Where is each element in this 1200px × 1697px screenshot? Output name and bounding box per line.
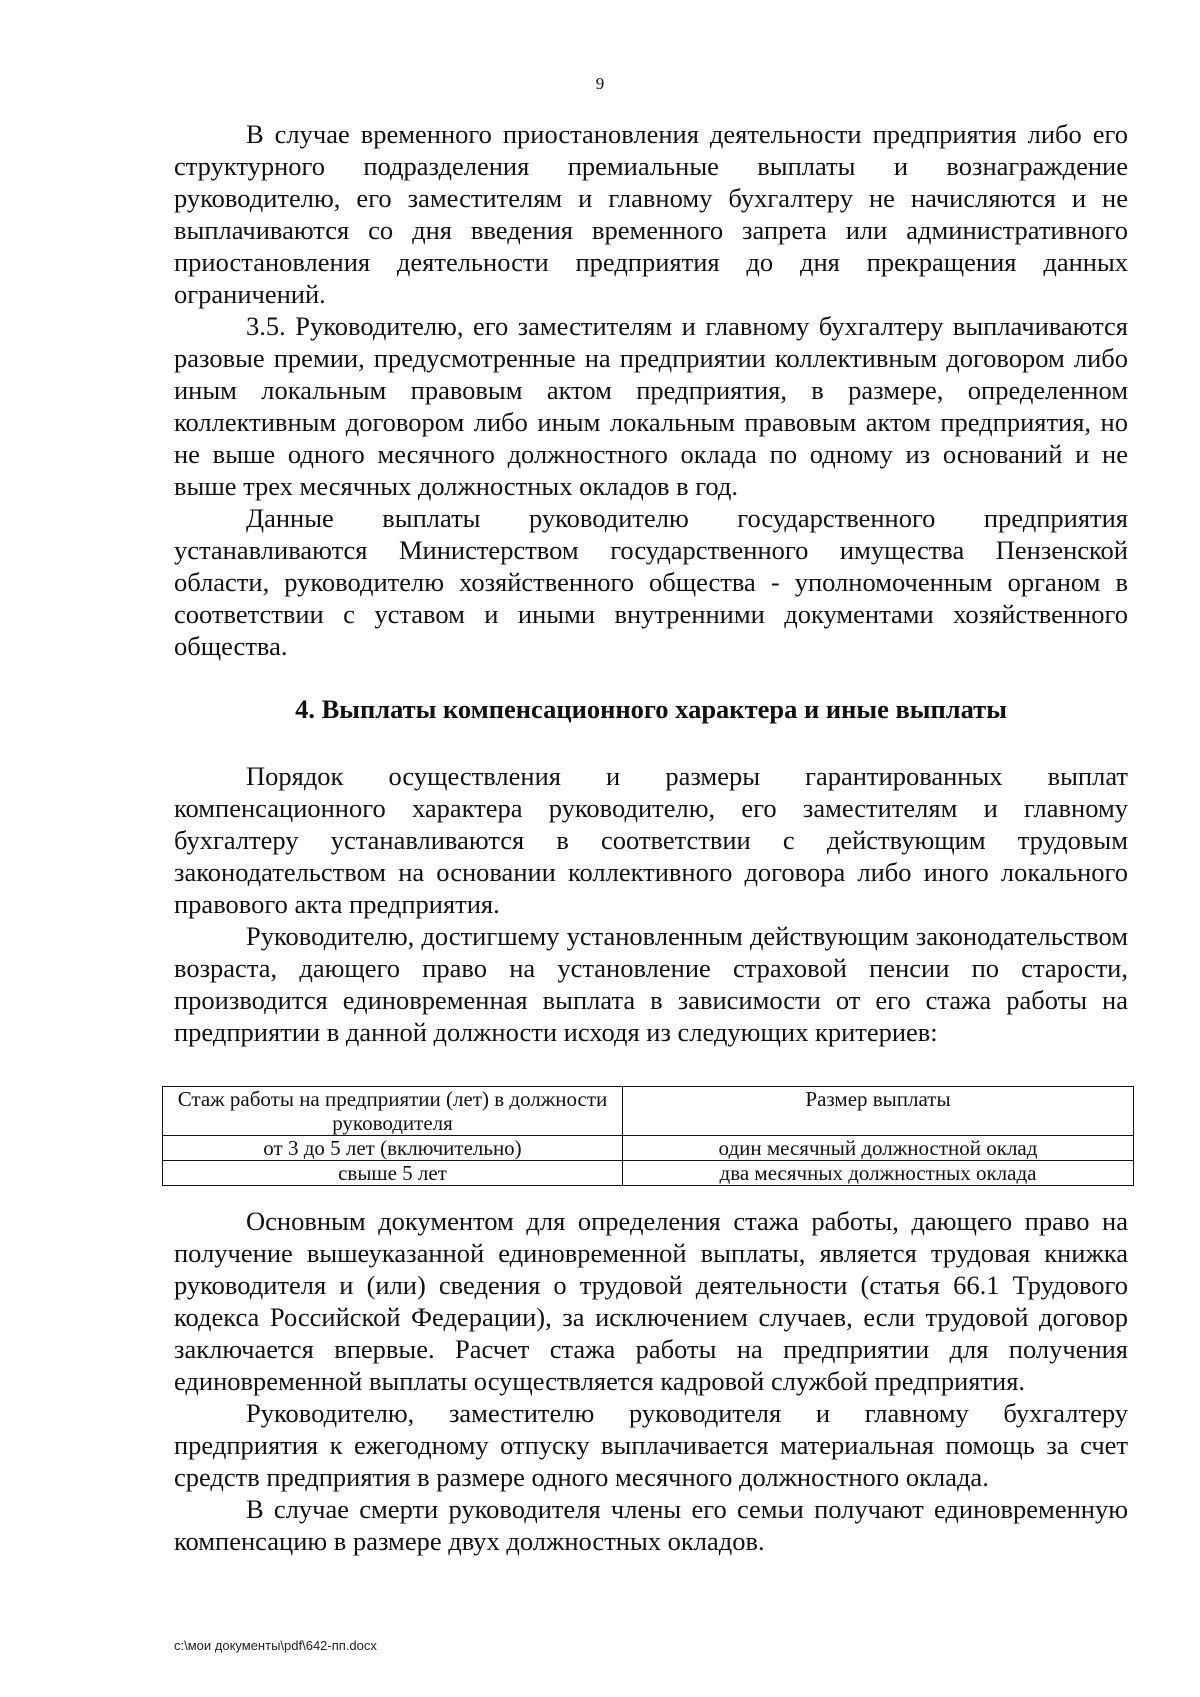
document-body-bottom bbox=[174, 1205, 1128, 1557]
table-header-amount: Размер выплаты bbox=[623, 1087, 1134, 1136]
table-header-tenure: Стаж работы на предприятии (лет) в должности руководителя bbox=[163, 1087, 623, 1136]
section-heading-4: 4. Выплаты компенсационного характера и иные выплаты bbox=[295, 694, 1007, 724]
table-row bbox=[163, 1161, 1134, 1186]
paragraph-pension-age-payment: Руководителю, достигшему установленным действующим законодательством возраста, дающего право на установление страховой пенсии по старости, производится единовременная выплата в зависимости от его стажа работы на предприятии в данной должности исходя из следующих критериев: bbox=[174, 921, 1128, 1047]
table-cell: два месячных должностных оклада bbox=[623, 1161, 1134, 1186]
table-cell: один месячный должностной оклад bbox=[623, 1136, 1134, 1161]
paragraph-material-aid: Руководителю, заместителю руководителя и главному бухгалтеру предприятия к ежегодному отпуску выплачивается материальная помощь за счет средств предприятия в размере одного месячного должностного оклада. bbox=[174, 1398, 1128, 1492]
table-cell: свыше 5 лет bbox=[163, 1161, 623, 1186]
table-cell: от 3 до 5 лет (включительно) bbox=[163, 1136, 623, 1161]
paragraph-main-document: Основным документом для определения стажа работы, дающего право на получение вышеуказанной единовременной выплаты, является трудовая книжка руководителя и (или) сведения о трудовой деятельности (статья 66.1 Трудового кодекса Российской Федерации), за исключением случаев, если трудовой договор заключается впервые. Расчет стажа работы на предприятии для получения единовременной выплаты осуществляется кадровой службой предприятия. bbox=[174, 1206, 1128, 1396]
paragraph-suspension: В случае временного приостановления деятельности предприятия либо его структурного подразделения премиальные выплаты и вознаграждение руководителю, его заместителям и главному бухгалтеру не начисляются и не выплачиваются со дня введения временного запрета или административного приостановления деятельности предприятия до дня прекращения данных ограничений. bbox=[174, 119, 1128, 309]
paragraph-3-5-bonuses: 3.5. Руководителю, его заместителям и главному бухгалтеру выплачиваются разовые премии, предусмотренные на предприятии коллективным договором либо иным локальным правовым актом предприятия, в размере, определенном коллективным договором либо иным локальным правовым актом предприятия, но не выше одного месячного должностного оклада по одному из оснований и не выше трех месячных должностных окладов в год. bbox=[174, 311, 1128, 501]
footer-file-path: c:\мои документы\pdf\642-пп.docx bbox=[174, 1638, 377, 1653]
payment-criteria-table bbox=[162, 1086, 1134, 1186]
paragraph-compensation-procedure: Порядок осуществления и размеры гарантированных выплат компенсационного характера руководителю, его заместителям и главному бухгалтеру устанавливаются в соответствии с действующим трудовым законодательством на основании коллективного договора либо иного локального правового акта предприятия. bbox=[174, 761, 1128, 919]
table-row bbox=[163, 1136, 1134, 1161]
table-header-row bbox=[163, 1087, 1134, 1136]
page-number: 9 bbox=[595, 74, 605, 93]
paragraph-death-compensation: В случае смерти руководителя члены его семьи получают единовременную компенсацию в размере двух должностных окладов. bbox=[174, 1494, 1128, 1556]
document-body-top bbox=[174, 118, 1128, 1048]
paragraph-payments-established: Данные выплаты руководителю государственного предприятия устанавливаются Министерством государственного имущества Пензенской области, руководителю хозяйственного общества - уполномоченным органом в соответствии с уставом и иными внутренними документами хозяйственного общества. bbox=[174, 503, 1128, 661]
